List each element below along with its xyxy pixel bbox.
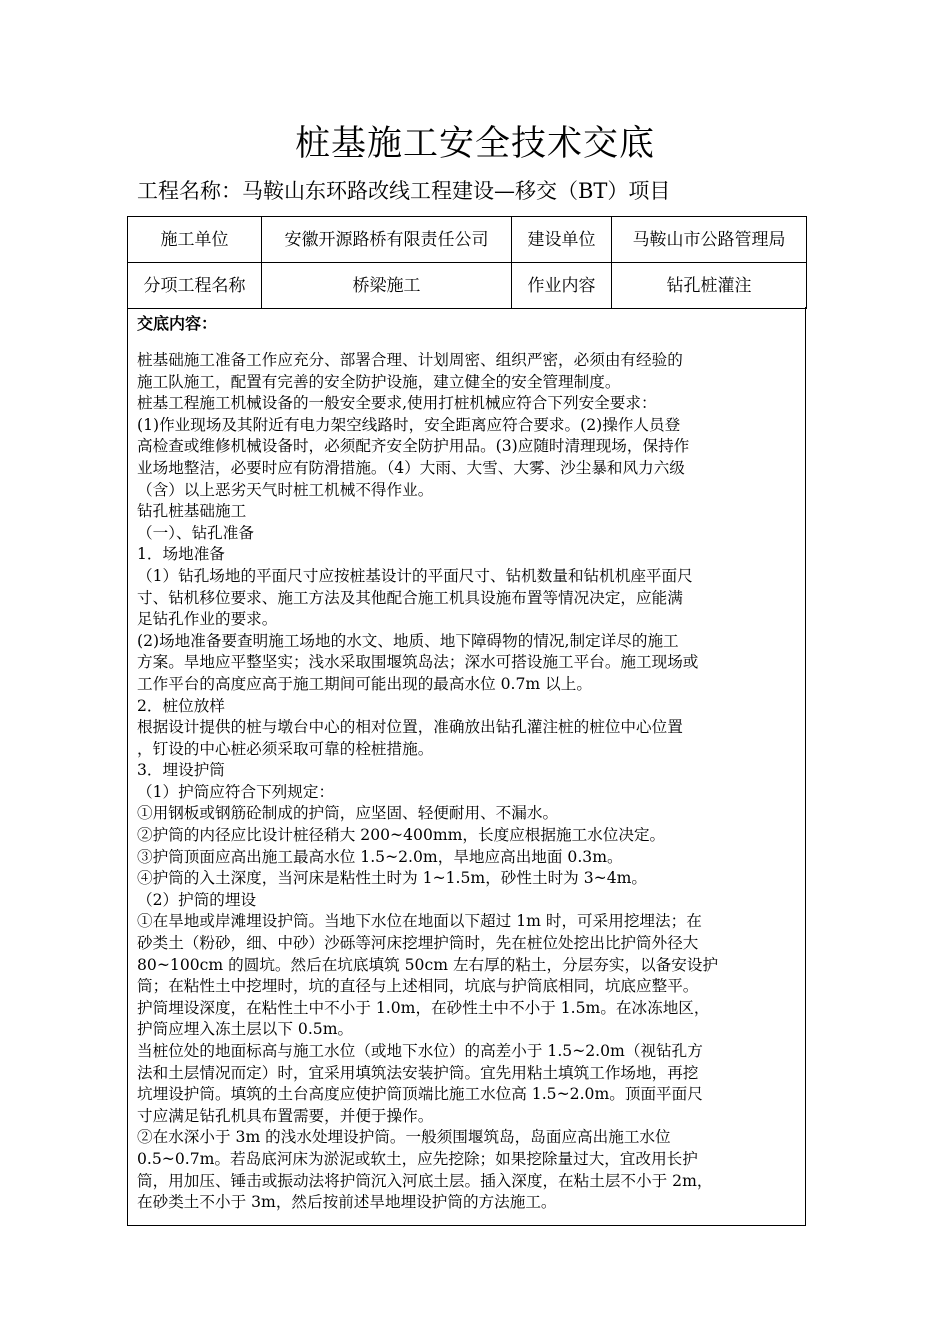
text-line: ③护筒顶面应高出施工最高水位 1.5~2.0m，旱地应高出地面 0.3m。 — [137, 847, 623, 866]
content-box — [127, 307, 806, 1226]
text-line: 坑埋设护筒。填筑的土台高度应使护筒顶端比施工水位高 1.5~2.0m。顶面平面尺 — [137, 1085, 703, 1104]
text-line: 高检查或维修机械设备时，必须配齐安全防护用品。(3)应随时清理现场，保持作 — [137, 437, 690, 456]
text-line: 1．场地准备 — [137, 545, 225, 564]
body-text — [137, 350, 802, 1214]
text-line: 砂类土（粉砂，细、中砂）沙砾等河床挖埋护筒时，先在桩位处挖出比护筒外径大 — [137, 934, 699, 953]
text-line: 业场地整洁，必要时应有防滑措施。（4）大雨、大雪、大雾、沙尘暴和风力六级 — [137, 458, 685, 477]
text-line: (1)作业现场及其附近有电力架空线路时，安全距离应符合要求。(2)操作人员登 — [137, 415, 681, 434]
project-name: 工程名称：马鞍山东环路改线工程建设—移交（BT）项目 — [137, 179, 671, 203]
text-line: 0.5~0.7m。若岛底河床为淤泥或软土，应先挖除；如果挖除量过大，宜改用长护 — [137, 1149, 698, 1168]
text-line: 足钻孔作业的要求。 — [137, 610, 278, 629]
text-line: 施工队施工，配置有完善的安全防护设施，建立健全的安全管理制度。 — [137, 372, 621, 391]
text-line: 桩基工程施工机械设备的一般安全要求,使用打桩机械应符合下列安全要求： — [137, 394, 657, 413]
work-content-value: 钻孔桩灌注 — [612, 263, 807, 309]
text-line: （含）以上恶劣天气时桩工机械不得作业。 — [137, 480, 434, 499]
text-line: 3．埋设护筒 — [137, 761, 225, 780]
text-line: 钻孔桩基础施工 — [137, 502, 247, 521]
subproject-value: 桥梁施工 — [262, 263, 512, 309]
text-line: 法和土层情况而定）时，宜采用填筑法安装护筒。宜先用粘土填筑工作场地，再挖 — [137, 1063, 699, 1082]
text-line: 筒，用加压、锤击或振动法将护筒沉入河底土层。插入深度，在粘土层不小于 2m， — [137, 1171, 713, 1190]
text-line: ，钉设的中心桩必须采取可靠的栓桩措施。 — [137, 739, 434, 758]
table-row — [128, 217, 807, 263]
construction-unit-label: 施工单位 — [128, 217, 262, 263]
text-line: 工作平台的高度应高于施工期间可能出现的最高水位 0.7m 以上。 — [137, 674, 592, 693]
owner-unit-value: 马鞍山市公路管理局 — [612, 217, 807, 263]
text-line: 方案。旱地应平整坚实；浅水采取围堰筑岛法；深水可搭设施工平台。施工现场或 — [137, 653, 699, 672]
page-title: 桩基施工安全技术交底 — [294, 124, 655, 164]
text-line: ④护筒的入土深度，当河床是粘性土时为 1~1.5m，砂性土时为 3~4m。 — [137, 869, 648, 888]
text-line: 在砂类土不小于 3m，然后按前述旱地埋设护筒的方法施工。 — [137, 1193, 557, 1212]
text-line: （1）钻孔场地的平面尺寸应按桩基设计的平面尺寸、钻机数量和钻机机座平面尺 — [137, 566, 693, 585]
text-line: 2．桩位放样 — [137, 696, 225, 715]
text-line: 寸应满足钻孔机具布置需要，并便于操作。 — [137, 1106, 434, 1125]
text-line: （1）护筒应符合下列规定： — [137, 782, 335, 801]
text-line: ①用钢板或钢筋砼制成的护筒，应坚固、轻便耐用、不漏水。 — [137, 804, 559, 823]
text-line: 根据设计提供的桩与墩台中心的相对位置，准确放出钻孔灌注桩的桩位中心位置 — [137, 718, 683, 737]
text-line: 护筒应埋入冻土层以下 0.5m。 — [137, 1020, 354, 1039]
text-line: ②在水深小于 3m 的浅水处埋设护筒。一般须围堰筑岛，岛面应高出施工水位 — [137, 1128, 671, 1147]
text-line: （一）、钻孔准备 — [137, 523, 254, 542]
info-table — [127, 216, 807, 309]
text-line: （2）护筒的埋设 — [137, 890, 257, 909]
text-line: 80~100cm 的圆坑。然后在坑底填筑 50cm 左右厚的粘土，分层夯实，以备安设护 — [137, 955, 719, 974]
subproject-label: 分项工程名称 — [128, 263, 262, 309]
text-line: ②护筒的内径应比设计桩径稍大 200~400mm，长度应根据施工水位决定。 — [137, 826, 666, 845]
construction-unit-value: 安徽开源路桥有限责任公司 — [262, 217, 512, 263]
work-content-label: 作业内容 — [512, 263, 612, 309]
content-heading: 交底内容： — [137, 314, 218, 333]
text-line: (2)场地准备要查明施工场地的水文、地质、地下障碍物的情况,制定详尽的施工 — [137, 631, 679, 650]
text-line: 筒；在粘性土中挖埋时，坑的直径与上述相同，坑底与护筒底相同，坑底应整平。 — [137, 977, 699, 996]
table-row — [128, 263, 807, 309]
text-line: 桩基础施工准备工作应充分、部署合理、计划周密、组织严密，必须由有经验的 — [137, 351, 683, 369]
text-line: 当桩位处的地面标高与施工水位（或地下水位）的高差小于 1.5~2.0m（视钻孔方 — [137, 1042, 703, 1060]
text-line: 寸、钻机移位要求、施工方法及其他配合施工机具设施布置等情况决定，应能满 — [137, 588, 683, 607]
owner-unit-label: 建设单位 — [512, 217, 612, 263]
text-line: 护筒埋设深度，在粘性土中不小于 1.0m，在砂性土中不小于 1.5m。在冰冻地区， — [137, 998, 710, 1017]
text-line: ①在旱地或岸滩埋设护筒。当地下水位在地面以下超过 1m 时，可采用挖埋法；在 — [137, 912, 702, 931]
